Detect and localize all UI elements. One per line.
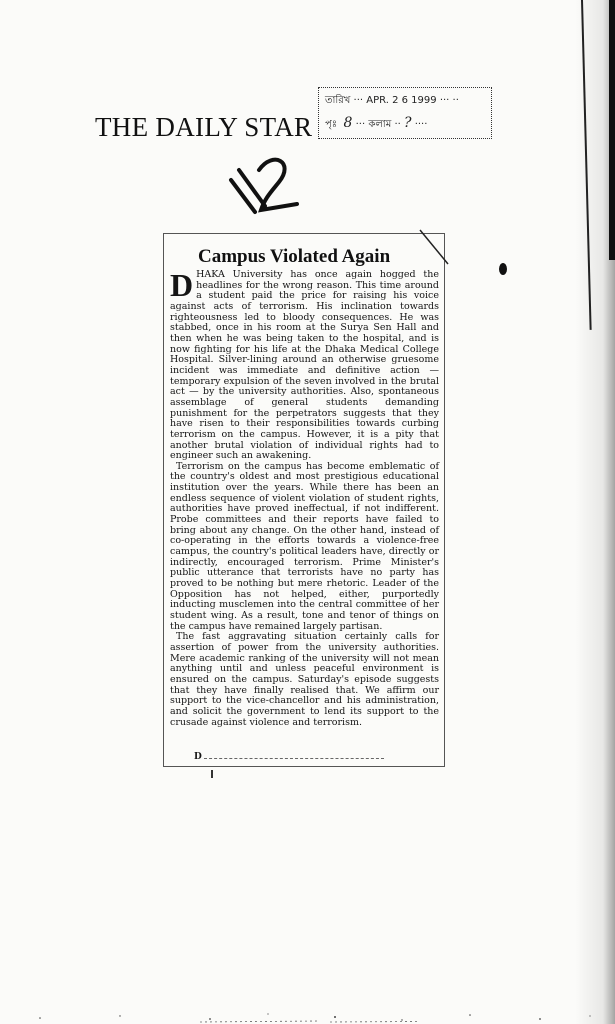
clipping-footer-mark: D [194, 752, 202, 762]
page-edge-dark-strip [609, 0, 615, 260]
article-body [170, 267, 439, 728]
stamp-date-row: তারিখ ··· APR. 2 6 1999 ··· ·· [325, 90, 485, 112]
clipping-footer-rule [204, 758, 384, 759]
stamp-column-label: কলাম [368, 119, 392, 130]
scan-speck [211, 770, 213, 778]
article-dropcap: D [170, 267, 194, 303]
newspaper-clipping [163, 233, 445, 767]
article-paragraph: The fast aggravating situation certainly calls for assertion of power from the university authorities. Mere academic ranking of the university will not mean anything until and unless peaceful environment is ensured on the campus. Saturday's episode suggests that they have finally realised that. We affirm our support to the vice-chancellor and his administration, and solicit the government to lend its support to the crusade against violence and terrorism. [170, 631, 439, 728]
article-paragraph [170, 267, 439, 462]
stamp-page-value: 8 [343, 115, 353, 131]
scan-noise-bottom [0, 994, 615, 1024]
article-paragraph-text: HAKA University has once again hogged the headlines for the wrong reason. This time around a student paid the price for raising his voice against acts of terrorism. His inclination towards righteousness led to bloody consequences. He was stabbed, once in his room at the Surya Sen Hall and then when he was being taken to the hospital, and is now fighting for his life at the Dhaka Medical College Hospital. Silver-lining around an otherwise gruesome incident was immediate and definitive action — temporary expulsion of the seven involved in the brutal act — by the university authorities. Also, spontaneous assemblage of general students demanding punishment for the perpetrators suggests that they have risen to their responsibilities towards curbing terrorism on the campus. However, it is a pity that another brutal violation of individual rights had to engineer such an awakening. [170, 269, 439, 462]
handwritten-number-121 [225, 140, 305, 230]
newspaper-masthead: THE DAILY STAR [95, 112, 313, 142]
stamp-date-value: APR. 2 6 1999 [366, 95, 437, 106]
pen-stroke-mark [418, 228, 458, 268]
ink-dot-mark [499, 263, 507, 275]
stamp-date-label: তারিখ [325, 95, 351, 106]
article-paragraph: Terrorism on the campus has become emblematic of the country's oldest and most prestigious educational institution over the years. While there has been an endless sequence of violent violation of student rights, authorities have proved ineffectual, if not indifferent. Probe committees and their reports have failed to bring about any change. On the other hand, instead of co-operating in the efforts towards a violence-free campus, the country's political leaders have, directly or indirectly, encouraged terrorism. Prime Minister's public utterance that terrorists have no party has proved to be nothing but mere rhetoric. Leader of the Opposition has not helped, either, purportedly inducting musclemen into the central committee of her student wing. As a result, tone and tenor of things on the campus have remained largely partisan. [170, 460, 439, 632]
stamp-page-label: পৃঃ [325, 119, 338, 130]
stamp-page-row: পৃঃ 8 ··· কলাম ·· ? ···· [325, 112, 485, 134]
archive-date-stamp [318, 87, 492, 139]
article-title: Campus Violated Again [198, 246, 391, 267]
stamp-column-value: ? [403, 115, 412, 131]
